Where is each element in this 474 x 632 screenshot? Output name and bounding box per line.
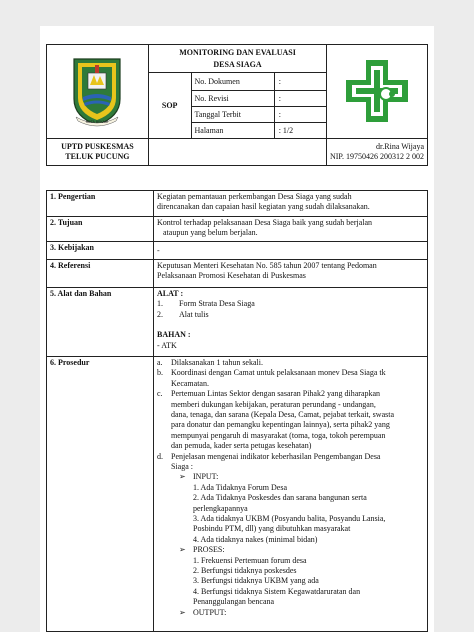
alat-title: ALAT : bbox=[157, 289, 184, 298]
proses-item: 2. Berfungsi tidaknya poskesdes bbox=[193, 566, 297, 575]
row-tujuan bbox=[47, 217, 428, 242]
input-item: 4. Ada tidaknya nakes (minimal bidan) bbox=[193, 534, 318, 544]
proses-item: 1. Frekuensi Pertemuan forum desa bbox=[193, 555, 307, 565]
signer-nip: NIP. 19750426 200312 2 002 bbox=[329, 152, 424, 161]
row-kebijakan bbox=[47, 242, 428, 260]
signature-block bbox=[327, 139, 428, 166]
field-value-no-dokumen: : bbox=[274, 73, 327, 91]
puskesmas-cross-logo-icon bbox=[340, 54, 414, 128]
city-logo-cell bbox=[47, 45, 149, 139]
value-alat-bahan bbox=[154, 288, 428, 357]
alat-item: 1. Form Strata Desa Siaga bbox=[157, 299, 255, 309]
bahan-title: BAHAN : bbox=[157, 330, 191, 340]
signer-name: dr.Rina Wijaya bbox=[376, 142, 424, 151]
step-c-line: para donatur dan pemangku kepentingan lainnya), serta pihak2 yang bbox=[171, 420, 390, 430]
label-prosedur: 6. Prosedur bbox=[47, 357, 154, 632]
step-b-mark: b. bbox=[157, 368, 163, 378]
step-b-text: Koordinasi dengan Camat untuk pelaksanaan monev Desa Siaga tk bbox=[171, 368, 386, 378]
bekasi-city-emblem-icon bbox=[68, 55, 126, 127]
arrow-bullet-icon: ➢ bbox=[179, 472, 186, 482]
step-b-text-2: Kecamatan. bbox=[171, 378, 209, 388]
header-spacer-cell bbox=[148, 139, 326, 166]
value-prosedur bbox=[154, 357, 428, 632]
input-item: 2. Ada Tidaknya Poskesdes dan sarana bangunan serta bbox=[193, 493, 367, 503]
field-value-no-revisi: : bbox=[274, 91, 327, 107]
field-value-halaman: : 1/2 bbox=[274, 123, 327, 139]
input-title: INPUT: bbox=[193, 472, 219, 482]
field-label-no-dokumen: No. Dokumen bbox=[191, 73, 274, 91]
field-value-tanggal-terbit: : bbox=[274, 107, 327, 123]
sop-body-table bbox=[46, 190, 428, 632]
value-pengertian: Kegiatan pemantauan perkembangan Desa Siaga yang sudah direncanakan dan capaian hasil kegiatan yang sudah dilaksanakan. bbox=[154, 191, 428, 217]
row-referensi bbox=[47, 260, 428, 288]
label-alat-bahan: 5. Alat dan Bahan bbox=[47, 288, 154, 357]
step-c-line: dan pemuda, kader serta petugas kesehatan) bbox=[171, 441, 312, 451]
svg-text:KOTA BEKASI: KOTA BEKASI bbox=[86, 119, 109, 124]
step-c-line: Pertemuan Lintas Sektor dengan sasaran Pihak2 yang diharapkan bbox=[171, 389, 381, 399]
row-prosedur bbox=[47, 357, 428, 632]
alat-item: 2. Alat tulis bbox=[157, 309, 209, 319]
label-tujuan: 2. Tujuan bbox=[47, 217, 154, 242]
arrow-bullet-icon: ➢ bbox=[179, 607, 186, 617]
step-d-text: Penjelasan mengenai indikator keberhasilan Pengembangan Desa bbox=[171, 451, 381, 461]
value-tujuan: Kontrol terhadap pelaksanaan Desa Siaga baik yang sudah berjalan ataupun yang belum berjalan. bbox=[154, 217, 428, 242]
step-c-line: mempunyai pengaruh di masyarakat (toma, toga, tokoh perempuan bbox=[171, 430, 386, 440]
sop-label: SOP bbox=[148, 73, 191, 139]
label-pengertian: 1. Pengertian bbox=[47, 191, 154, 217]
step-d-text-2: Siaga : bbox=[171, 462, 193, 471]
step-c-line: memberi dukungan kebijakan, peraturan perundang - undangan, bbox=[171, 399, 376, 409]
field-label-tanggal-terbit: Tanggal Terbit bbox=[191, 107, 274, 123]
input-item: 3. Ada tidaknya UKBM (Posyandu balita, Posyandu Lansia, bbox=[193, 514, 386, 523]
input-item: perlengkapannya bbox=[193, 503, 248, 513]
step-a-text: Dilaksanakan 1 tahun sekali. bbox=[171, 358, 263, 367]
output-title: OUTPUT: bbox=[193, 607, 227, 617]
arrow-bullet-icon: ➢ bbox=[179, 545, 186, 555]
step-a-mark: a. bbox=[157, 358, 163, 367]
value-kebijakan: - bbox=[154, 242, 428, 260]
bahan-item: - ATK bbox=[157, 340, 177, 350]
field-label-halaman: Halaman bbox=[191, 123, 274, 139]
proses-item: 4. Berfungsi tidaknya Sistem Kegawatdaruratan dan bbox=[193, 586, 361, 596]
field-label-no-revisi: No. Revisi bbox=[191, 91, 274, 107]
step-d-mark: d. bbox=[157, 451, 163, 461]
proses-item: Penanggulangan bencana bbox=[193, 597, 275, 607]
puskesmas-logo-cell bbox=[327, 45, 428, 139]
document-page bbox=[40, 26, 434, 632]
step-c-line: dana, tenaga, dan sarana (Kepala Desa, Camat, pejabat terkait, swasta bbox=[171, 410, 395, 419]
unit-name: UPTD PUSKESMAS TELUK PUCUNG bbox=[47, 139, 149, 166]
input-item: Posbindu PTM, dll) yang dibutuhkan masyarakat bbox=[193, 524, 351, 534]
sop-header-table bbox=[46, 44, 428, 166]
row-pengertian bbox=[47, 191, 428, 217]
label-kebijakan: 3. Kebijakan bbox=[47, 242, 154, 260]
row-alat-bahan bbox=[47, 288, 428, 357]
input-item: 1. Ada Tidaknya Forum Desa bbox=[193, 482, 287, 492]
proses-title: PROSES: bbox=[193, 545, 225, 555]
proses-item: 3. Berfungsi tidaknya UKBM yang ada bbox=[193, 576, 319, 586]
label-referensi: 4. Referensi bbox=[47, 260, 154, 288]
document-title: MONITORING DAN EVALUASI DESA SIAGA bbox=[148, 45, 326, 73]
step-c-mark: c. bbox=[157, 389, 163, 399]
value-referensi: Keputusan Menteri Kesehatan No. 585 tahun 2007 tentang Pedoman Pelaksanaan Promosi Kesehatan di Puskesmas bbox=[154, 260, 428, 288]
